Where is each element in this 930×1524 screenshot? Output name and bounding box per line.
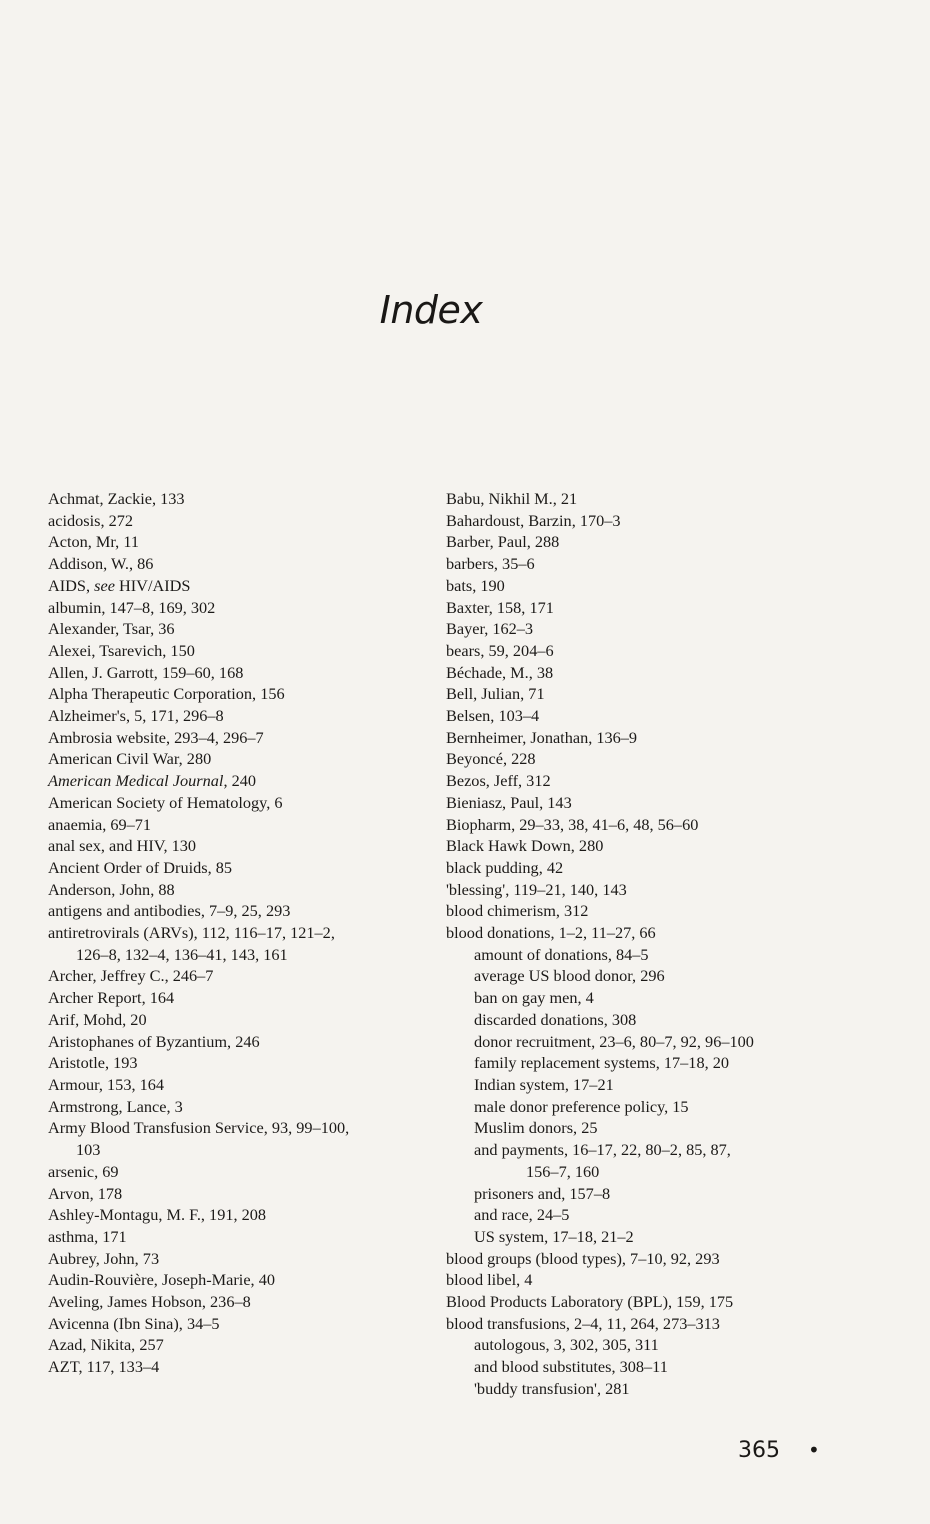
entry-text: blood transfusions, 2–4, 11, 264, 273–313 [446,1313,720,1333]
entry-text: Bayer, 162–3 [446,619,534,639]
entry-text: Muslim donors, 25 [474,1118,598,1138]
entry-text: Addison, W., 86 [48,554,154,574]
index-entry [48,1139,428,1161]
entry-text: Archer Report, 164 [48,988,175,1008]
entry-text: amount of donations, 84–5 [474,944,649,964]
entry-text: arsenic, 69 [48,1161,119,1181]
entry-text: male donor preference policy, 15 [474,1096,689,1116]
index-entry [48,922,428,944]
entry-text: Bell, Julian, 71 [446,684,545,704]
entry-text: Aristophanes of Byzantium, 246 [48,1031,260,1051]
entry-text: blood chimerism, 312 [446,901,589,921]
entry-text: American Civil War, 280 [48,749,212,769]
entry-text: Ashley-Montagu, M. F., 191, 208 [48,1205,267,1225]
index-entry [446,748,846,770]
entry-text: family replacement systems, 17–18, 20 [474,1053,730,1073]
entry-after-text: HIV/AIDS [114,575,191,595]
index-entry [446,1291,846,1313]
index-entry [48,727,428,749]
index-subentry [446,1052,846,1074]
entry-text: Army Blood Transfusion Service, 93, 99–100, [48,1118,350,1138]
index-entry [446,770,846,792]
index-entry [48,1334,428,1356]
index-entry [446,575,846,597]
index-entry [48,1052,428,1074]
index-entry [446,1269,846,1291]
entry-text: antigens and antibodies, 7–9, 25, 293 [48,901,291,921]
index-entry [446,922,846,944]
entry-text: Ancient Order of Druids, 85 [48,857,233,877]
index-column-left [48,488,428,1378]
entry-text: Babu, Nikhil M., 21 [446,489,578,508]
index-entry [48,640,428,662]
index-entry [446,792,846,814]
index-entry [48,553,428,575]
index-entry [446,553,846,575]
entry-text: blood donations, 1–2, 11–27, 66 [446,923,656,943]
entry-after-text: , 240 [223,771,256,791]
entry-text: Biopharm, 29–33, 38, 41–6, 48, 56–60 [446,814,699,834]
entry-text: Aristotle, 193 [48,1053,138,1073]
index-subentry [446,1031,846,1053]
index-entry [446,683,846,705]
page-title: Index [379,288,483,332]
index-entry [48,1031,428,1053]
entry-text: 156–7, 160 [526,1161,600,1181]
index-entry [446,857,846,879]
entry-text: Aubrey, John, 73 [48,1248,160,1268]
entry-text: Alexander, Tsar, 36 [48,619,175,639]
index-subentry [446,1009,846,1031]
entry-text: Belsen, 103–4 [446,706,540,726]
entry-text: anaemia, 69–71 [48,814,152,834]
index-entry [48,1009,428,1031]
index-entry [48,814,428,836]
entry-text: Blood Products Laboratory (BPL), 159, 175 [446,1292,734,1312]
entry-text: Ambrosia website, 293–4, 296–7 [48,727,264,747]
index-entry [48,683,428,705]
entry-text: Archer, Jeffrey C., 246–7 [48,966,214,986]
index-entry [446,510,846,532]
index-entry [48,1183,428,1205]
entry-text: autologous, 3, 302, 305, 311 [474,1335,659,1355]
index-entry [446,618,846,640]
index-entry [446,640,846,662]
entry-text: discarded donations, 308 [474,1009,637,1029]
entry-text: Alzheimer's, 5, 171, 296–8 [48,706,224,726]
index-subentry [446,1226,846,1248]
index-entry [446,900,846,922]
entry-text: albumin, 147–8, 169, 302 [48,597,216,617]
index-entry [48,792,428,814]
index-entry [48,748,428,770]
entry-text: Acton, Mr, 11 [48,532,139,552]
entry-text: Arif, Mohd, 20 [48,1009,147,1029]
entry-text: Alpha Therapeutic Corporation, 156 [48,684,285,704]
entry-italic-text: see [94,575,115,595]
entry-text: ban on gay men, 4 [474,988,594,1008]
entry-text: black pudding, 42 [446,857,564,877]
entry-text: Alexei, Tsarevich, 150 [48,640,195,660]
entry-text: blood groups (blood types), 7–10, 92, 293 [446,1248,720,1268]
entry-text: Azad, Nikita, 257 [48,1335,164,1355]
entry-text: average US blood donor, 296 [474,966,665,986]
index-entry [48,1074,428,1096]
entry-text: prisoners and, 157–8 [474,1183,611,1203]
entry-text: AIDS, [48,575,95,595]
index-entry [48,1161,428,1183]
index-subentry [446,965,846,987]
entry-text: and race, 24–5 [474,1205,570,1225]
index-entry [48,1226,428,1248]
index-entry [48,879,428,901]
entry-text: Baxter, 158, 171 [446,597,554,617]
entry-text: 'blessing', 119–21, 140, 143 [446,879,627,899]
index-entry [446,705,846,727]
entry-text: Allen, J. Garrott, 159–60, 168 [48,662,244,682]
index-subentry [446,1074,846,1096]
index-entry [48,575,428,597]
index-subentry [446,987,846,1009]
entry-text: Bernheimer, Jonathan, 136–9 [446,727,638,747]
index-entry [48,900,428,922]
index-entry [48,987,428,1009]
entry-text: Audin-Rouvière, Joseph-Marie, 40 [48,1270,275,1290]
entry-text: and blood substitutes, 308–11 [474,1357,668,1377]
entry-text: Beyoncé, 228 [446,749,536,769]
index-subentry [446,1334,846,1356]
bullet-icon: • [808,1438,820,1462]
index-entry [446,597,846,619]
index-entry [48,1204,428,1226]
entry-text: donor recruitment, 23–6, 80–7, 92, 96–100 [474,1031,754,1051]
entry-text: antiretrovirals (ARVs), 112, 116–17, 121–2, [48,923,335,943]
entry-text: Armstrong, Lance, 3 [48,1096,183,1116]
index-subentry [446,1096,846,1118]
page-number: 365 [738,1438,780,1463]
index-subentry [446,1378,846,1400]
entry-text: blood libel, 4 [446,1270,533,1290]
entry-text: asthma, 171 [48,1226,127,1246]
index-entry [48,597,428,619]
index-entry [446,814,846,836]
index-entry [446,835,846,857]
entry-text: Bieniasz, Paul, 143 [446,792,572,812]
entry-text: Achmat, Zackie, 133 [48,489,185,508]
index-entry [48,1269,428,1291]
entry-text: Aveling, James Hobson, 236–8 [48,1292,251,1312]
index-entry [48,1356,428,1378]
index-subentry [472,1161,846,1183]
index-subentry [446,944,846,966]
entry-text: Bezos, Jeff, 312 [446,771,551,791]
entry-text: acidosis, 272 [48,510,134,530]
index-entry [48,770,428,792]
index-entry [48,510,428,532]
index-entry [48,705,428,727]
entry-text: bears, 59, 204–6 [446,640,554,660]
index-subentry [446,1183,846,1205]
entry-text: 'buddy transfusion', 281 [474,1378,630,1398]
index-subentry [446,1139,846,1161]
entry-italic-text: American Medical Journal [48,771,224,791]
index-entry [48,835,428,857]
entry-text: American Society of Hematology, 6 [48,792,283,812]
entry-text: barbers, 35–6 [446,554,535,574]
index-entry [446,1313,846,1335]
entry-text: Bahardoust, Barzin, 170–3 [446,510,621,530]
index-entry [446,488,846,510]
index-entry [48,488,428,510]
index-entry [446,879,846,901]
entry-text: and payments, 16–17, 22, 80–2, 85, 87, [474,1140,731,1160]
entry-text: Armour, 153, 164 [48,1074,165,1094]
index-entry [48,1096,428,1118]
index-entry [48,1248,428,1270]
index-entry [48,1291,428,1313]
index-entry [48,965,428,987]
entry-text: Arvon, 178 [48,1183,123,1203]
entry-text: 126–8, 132–4, 136–41, 143, 161 [76,944,288,964]
index-subentry [446,1117,846,1139]
index-entry [48,618,428,640]
entry-text: Black Hawk Down, 280 [446,836,604,856]
index-entry [48,1117,428,1139]
entry-text: bats, 190 [446,575,505,595]
index-entry [48,1313,428,1335]
entry-text: Barber, Paul, 288 [446,532,560,552]
entry-text: US system, 17–18, 21–2 [474,1226,634,1246]
index-entry [48,944,428,966]
entry-text: Anderson, John, 88 [48,879,175,899]
entry-text: AZT, 117, 133–4 [48,1357,160,1377]
index-column-right [446,488,846,1400]
entry-text: Avicenna (Ibn Sina), 34–5 [48,1313,220,1333]
index-entry [48,857,428,879]
index-entry [446,531,846,553]
index-subentry [446,1356,846,1378]
entry-text: Béchade, M., 38 [446,662,554,682]
entry-text: 103 [76,1140,101,1160]
index-entry [48,662,428,684]
index-subentry [446,1204,846,1226]
index-entry [48,531,428,553]
entry-text: anal sex, and HIV, 130 [48,836,197,856]
index-entry [446,727,846,749]
entry-text: Indian system, 17–21 [474,1074,614,1094]
index-entry [446,662,846,684]
index-entry [446,1248,846,1270]
